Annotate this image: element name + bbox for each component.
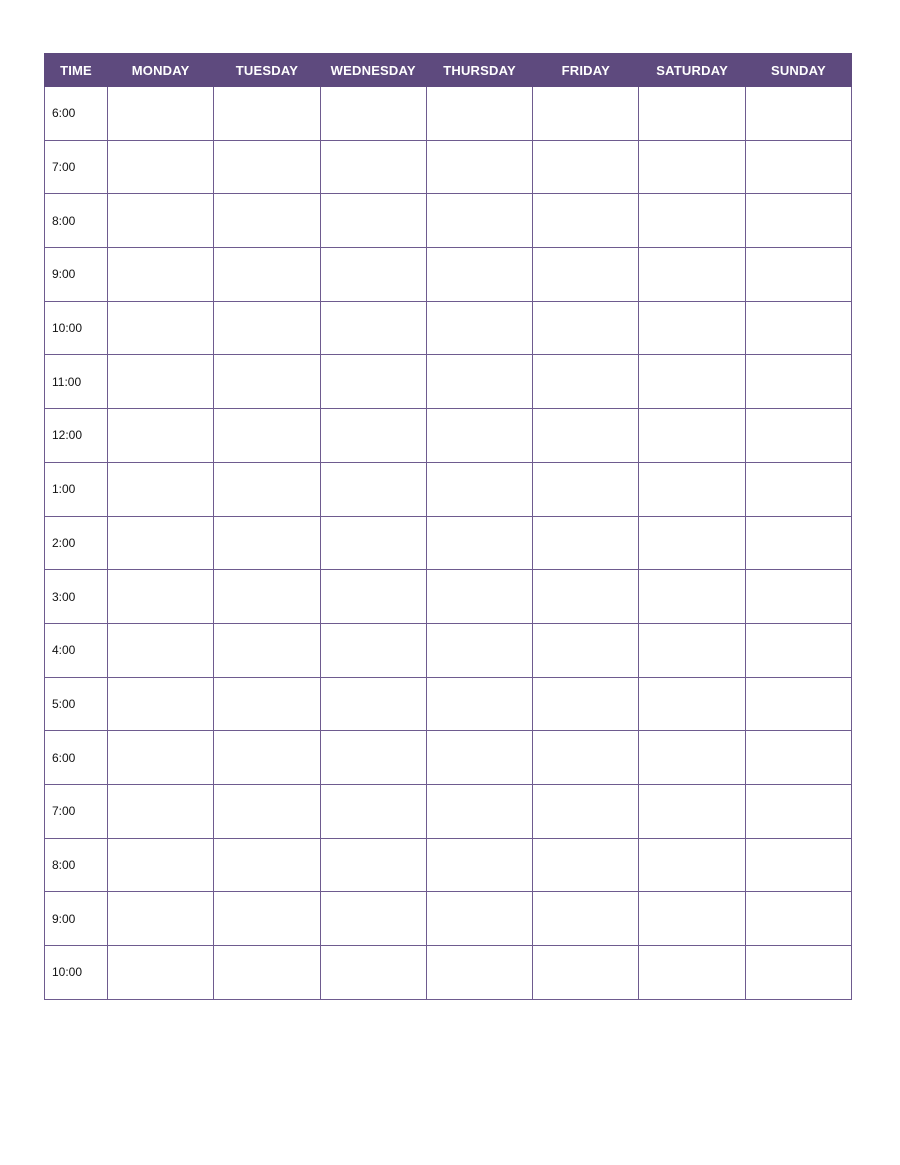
schedule-cell-tuesday[interactable] xyxy=(214,248,320,302)
time-slot-label: 7:00 xyxy=(45,140,108,194)
schedule-cell-sunday[interactable] xyxy=(745,623,851,677)
schedule-cell-saturday[interactable] xyxy=(639,140,745,194)
schedule-cell-friday[interactable] xyxy=(533,946,639,1000)
schedule-cell-monday[interactable] xyxy=(108,570,214,624)
schedule-cell-saturday[interactable] xyxy=(639,623,745,677)
schedule-cell-sunday[interactable] xyxy=(745,355,851,409)
header-day-sunday: SUNDAY xyxy=(745,54,851,87)
schedule-cell-wednesday[interactable] xyxy=(320,946,426,1000)
table-row xyxy=(45,462,852,516)
table-row xyxy=(45,248,852,302)
schedule-cell-saturday[interactable] xyxy=(639,784,745,838)
time-slot-label: 5:00 xyxy=(45,677,108,731)
table-row xyxy=(45,784,852,838)
schedule-cell-monday[interactable] xyxy=(108,140,214,194)
time-slot-label: 8:00 xyxy=(45,194,108,248)
schedule-cell-tuesday[interactable] xyxy=(214,194,320,248)
schedule-cell-wednesday[interactable] xyxy=(320,355,426,409)
header-time: TIME xyxy=(45,54,108,87)
schedule-cell-thursday[interactable] xyxy=(426,409,532,463)
schedule-cell-wednesday[interactable] xyxy=(320,784,426,838)
time-slot-label: 6:00 xyxy=(45,87,108,141)
schedule-cell-friday[interactable] xyxy=(533,194,639,248)
schedule-cell-monday[interactable] xyxy=(108,194,214,248)
schedule-cell-tuesday[interactable] xyxy=(214,301,320,355)
table-row xyxy=(45,731,852,785)
schedule-cell-thursday[interactable] xyxy=(426,731,532,785)
table-row xyxy=(45,623,852,677)
time-slot-label: 10:00 xyxy=(45,946,108,1000)
schedule-cell-thursday[interactable] xyxy=(426,784,532,838)
schedule-cell-sunday[interactable] xyxy=(745,301,851,355)
schedule-cell-friday[interactable] xyxy=(533,355,639,409)
time-slot-label: 9:00 xyxy=(45,248,108,302)
schedule-cell-sunday[interactable] xyxy=(745,731,851,785)
schedule-cell-saturday[interactable] xyxy=(639,248,745,302)
schedule-cell-monday[interactable] xyxy=(108,731,214,785)
schedule-cell-thursday[interactable] xyxy=(426,462,532,516)
schedule-cell-thursday[interactable] xyxy=(426,516,532,570)
schedule-cell-wednesday[interactable] xyxy=(320,462,426,516)
schedule-cell-friday[interactable] xyxy=(533,838,639,892)
schedule-cell-monday[interactable] xyxy=(108,677,214,731)
schedule-cell-thursday[interactable] xyxy=(426,140,532,194)
schedule-cell-tuesday[interactable] xyxy=(214,784,320,838)
header-day-thursday: THURSDAY xyxy=(426,54,532,87)
schedule-cell-friday[interactable] xyxy=(533,623,639,677)
schedule-cell-monday[interactable] xyxy=(108,623,214,677)
header-day-wednesday: WEDNESDAY xyxy=(320,54,426,87)
time-slot-label: 8:00 xyxy=(45,838,108,892)
table-row xyxy=(45,677,852,731)
schedule-cell-friday[interactable] xyxy=(533,140,639,194)
time-slot-label: 2:00 xyxy=(45,516,108,570)
schedule-cell-friday[interactable] xyxy=(533,301,639,355)
schedule-cell-tuesday[interactable] xyxy=(214,87,320,141)
schedule-cell-thursday[interactable] xyxy=(426,892,532,946)
schedule-cell-tuesday[interactable] xyxy=(214,946,320,1000)
table-row xyxy=(45,194,852,248)
header-day-saturday: SATURDAY xyxy=(639,54,745,87)
table-row xyxy=(45,946,852,1000)
schedule-cell-sunday[interactable] xyxy=(745,838,851,892)
schedule-cell-thursday[interactable] xyxy=(426,248,532,302)
schedule-cell-monday[interactable] xyxy=(108,516,214,570)
schedule-cell-saturday[interactable] xyxy=(639,677,745,731)
schedule-cell-wednesday[interactable] xyxy=(320,838,426,892)
schedule-cell-friday[interactable] xyxy=(533,248,639,302)
schedule-cell-wednesday[interactable] xyxy=(320,409,426,463)
schedule-cell-tuesday[interactable] xyxy=(214,140,320,194)
time-slot-label: 11:00 xyxy=(45,355,108,409)
header-day-monday: MONDAY xyxy=(108,54,214,87)
schedule-cell-sunday[interactable] xyxy=(745,516,851,570)
schedule-cell-wednesday[interactable] xyxy=(320,194,426,248)
table-row xyxy=(45,516,852,570)
schedule-cell-saturday[interactable] xyxy=(639,87,745,141)
schedule-cell-thursday[interactable] xyxy=(426,301,532,355)
schedule-cell-wednesday[interactable] xyxy=(320,516,426,570)
schedule-cell-monday[interactable] xyxy=(108,892,214,946)
schedule-cell-sunday[interactable] xyxy=(745,677,851,731)
schedule-cell-saturday[interactable] xyxy=(639,355,745,409)
time-slot-label: 9:00 xyxy=(45,892,108,946)
schedule-cell-tuesday[interactable] xyxy=(214,838,320,892)
schedule-cell-thursday[interactable] xyxy=(426,87,532,141)
schedule-cell-thursday[interactable] xyxy=(426,677,532,731)
schedule-cell-thursday[interactable] xyxy=(426,570,532,624)
schedule-cell-monday[interactable] xyxy=(108,248,214,302)
schedule-cell-wednesday[interactable] xyxy=(320,677,426,731)
schedule-cell-thursday[interactable] xyxy=(426,355,532,409)
schedule-cell-wednesday[interactable] xyxy=(320,140,426,194)
schedule-cell-friday[interactable] xyxy=(533,677,639,731)
table-row xyxy=(45,570,852,624)
schedule-cell-saturday[interactable] xyxy=(639,892,745,946)
schedule-cell-friday[interactable] xyxy=(533,87,639,141)
schedule-cell-tuesday[interactable] xyxy=(214,355,320,409)
schedule-cell-wednesday[interactable] xyxy=(320,248,426,302)
schedule-cell-thursday[interactable] xyxy=(426,838,532,892)
schedule-cell-tuesday[interactable] xyxy=(214,409,320,463)
schedule-cell-saturday[interactable] xyxy=(639,409,745,463)
schedule-cell-saturday[interactable] xyxy=(639,946,745,1000)
time-slot-label: 6:00 xyxy=(45,731,108,785)
schedule-cell-friday[interactable] xyxy=(533,892,639,946)
time-slot-label: 10:00 xyxy=(45,301,108,355)
schedule-cell-thursday[interactable] xyxy=(426,946,532,1000)
schedule-cell-monday[interactable] xyxy=(108,784,214,838)
table-row xyxy=(45,355,852,409)
schedule-cell-wednesday[interactable] xyxy=(320,570,426,624)
schedule-cell-tuesday[interactable] xyxy=(214,892,320,946)
schedule-cell-sunday[interactable] xyxy=(745,248,851,302)
schedule-cell-friday[interactable] xyxy=(533,731,639,785)
schedule-cell-sunday[interactable] xyxy=(745,409,851,463)
schedule-cell-tuesday[interactable] xyxy=(214,462,320,516)
schedule-cell-saturday[interactable] xyxy=(639,194,745,248)
schedule-cell-thursday[interactable] xyxy=(426,623,532,677)
table-row xyxy=(45,838,852,892)
time-slot-label: 12:00 xyxy=(45,409,108,463)
schedule-cell-wednesday[interactable] xyxy=(320,892,426,946)
schedule-cell-monday[interactable] xyxy=(108,87,214,141)
header-day-friday: FRIDAY xyxy=(533,54,639,87)
schedule-cell-friday[interactable] xyxy=(533,409,639,463)
schedule-cell-sunday[interactable] xyxy=(745,946,851,1000)
schedule-cell-thursday[interactable] xyxy=(426,194,532,248)
schedule-cell-saturday[interactable] xyxy=(639,838,745,892)
schedule-cell-tuesday[interactable] xyxy=(214,570,320,624)
weekly-schedule-table xyxy=(44,53,852,1000)
table-row xyxy=(45,301,852,355)
time-slot-label: 7:00 xyxy=(45,784,108,838)
schedule-cell-tuesday[interactable] xyxy=(214,623,320,677)
schedule-cell-saturday[interactable] xyxy=(639,570,745,624)
schedule-cell-saturday[interactable] xyxy=(639,731,745,785)
schedule-cell-monday[interactable] xyxy=(108,355,214,409)
time-slot-label: 3:00 xyxy=(45,570,108,624)
schedule-cell-sunday[interactable] xyxy=(745,140,851,194)
schedule-cell-friday[interactable] xyxy=(533,462,639,516)
schedule-cell-monday[interactable] xyxy=(108,462,214,516)
schedule-cell-sunday[interactable] xyxy=(745,784,851,838)
schedule-cell-tuesday[interactable] xyxy=(214,677,320,731)
schedule-cell-saturday[interactable] xyxy=(639,516,745,570)
table-row xyxy=(45,87,852,141)
schedule-cell-saturday[interactable] xyxy=(639,462,745,516)
schedule-cell-wednesday[interactable] xyxy=(320,623,426,677)
schedule-cell-monday[interactable] xyxy=(108,946,214,1000)
schedule-cell-friday[interactable] xyxy=(533,570,639,624)
schedule-cell-saturday[interactable] xyxy=(639,301,745,355)
schedule-cell-wednesday[interactable] xyxy=(320,87,426,141)
schedule-cell-wednesday[interactable] xyxy=(320,731,426,785)
schedule-cell-sunday[interactable] xyxy=(745,892,851,946)
table-row xyxy=(45,409,852,463)
schedule-cell-wednesday[interactable] xyxy=(320,301,426,355)
schedule-cell-sunday[interactable] xyxy=(745,570,851,624)
header-row xyxy=(45,54,852,87)
schedule-cell-friday[interactable] xyxy=(533,784,639,838)
time-slot-label: 1:00 xyxy=(45,462,108,516)
schedule-body xyxy=(45,87,852,1000)
schedule-cell-monday[interactable] xyxy=(108,301,214,355)
schedule-cell-monday[interactable] xyxy=(108,838,214,892)
header-day-tuesday: TUESDAY xyxy=(214,54,320,87)
schedule-cell-sunday[interactable] xyxy=(745,194,851,248)
schedule-cell-sunday[interactable] xyxy=(745,462,851,516)
schedule-cell-monday[interactable] xyxy=(108,409,214,463)
table-row xyxy=(45,892,852,946)
table-row xyxy=(45,140,852,194)
schedule-cell-sunday[interactable] xyxy=(745,87,851,141)
schedule-cell-tuesday[interactable] xyxy=(214,731,320,785)
time-slot-label: 4:00 xyxy=(45,623,108,677)
schedule-cell-friday[interactable] xyxy=(533,516,639,570)
schedule-cell-tuesday[interactable] xyxy=(214,516,320,570)
